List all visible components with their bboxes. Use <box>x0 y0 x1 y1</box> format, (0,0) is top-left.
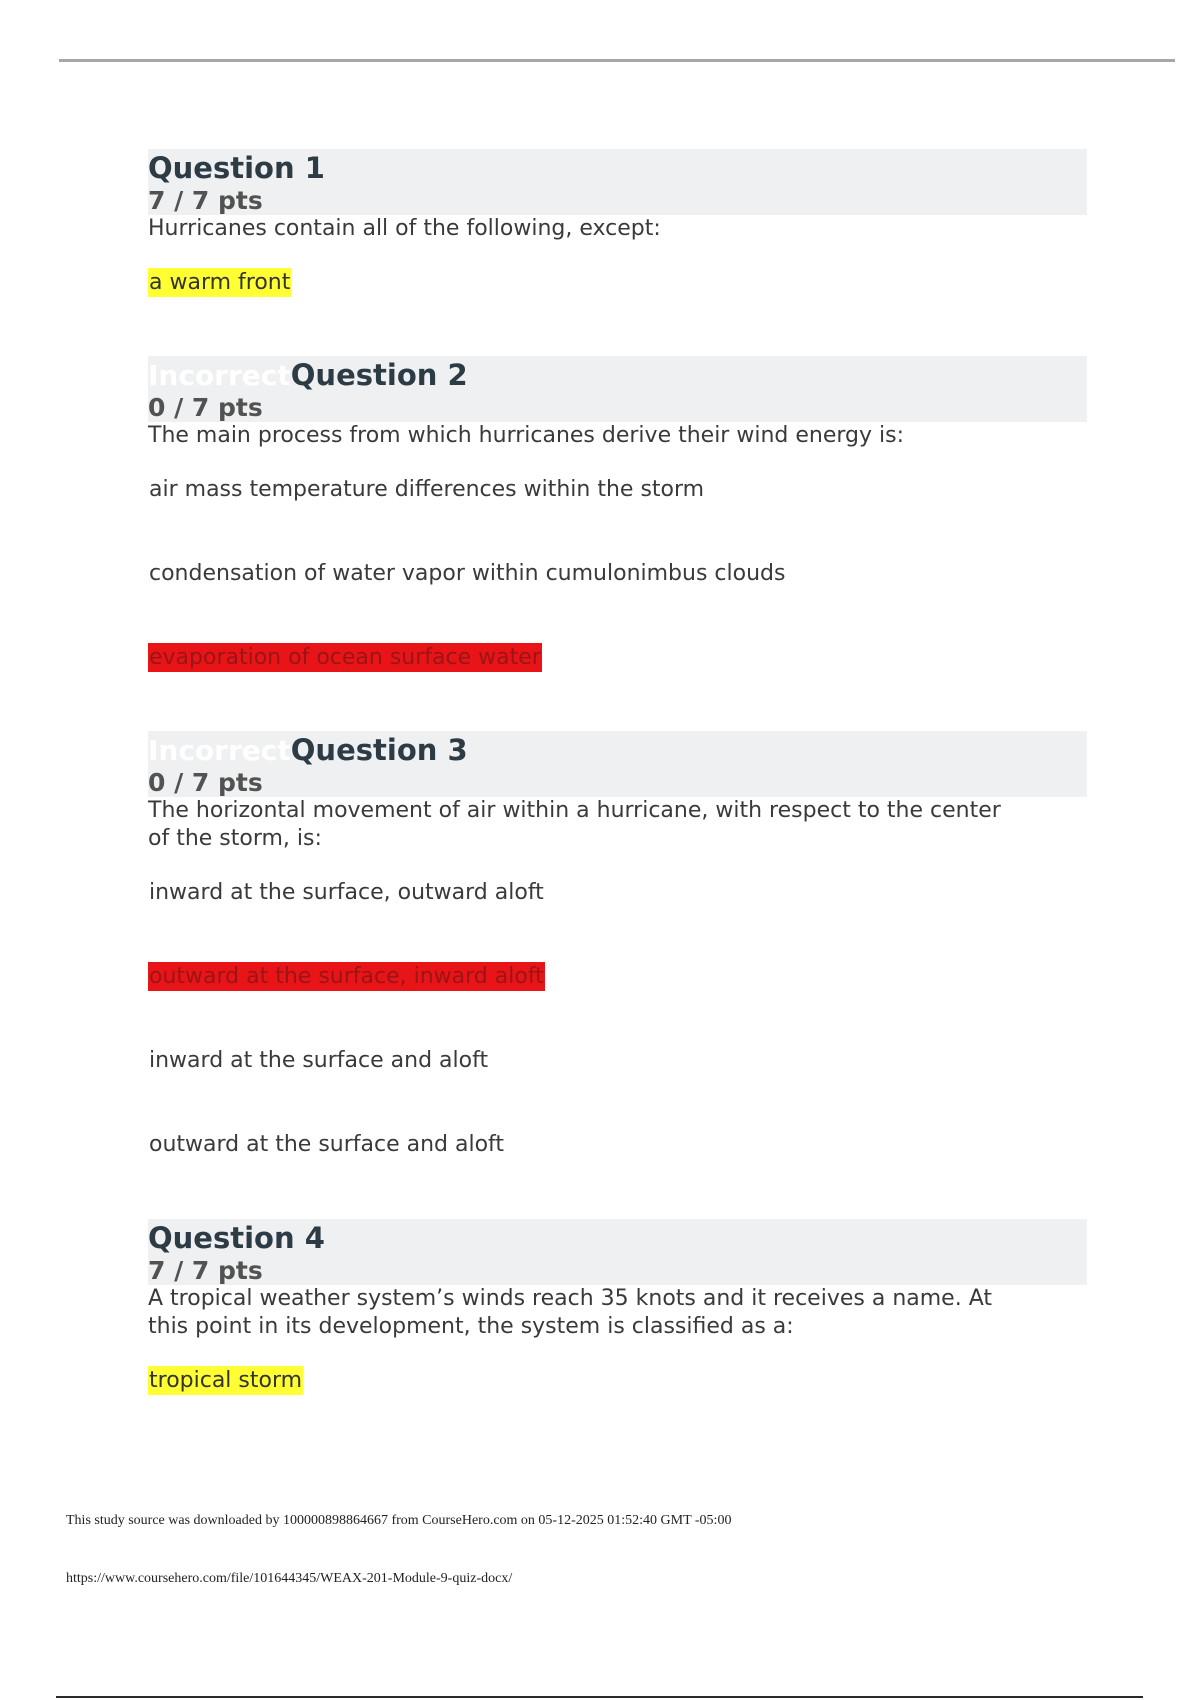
question-header <box>148 356 1087 422</box>
question-header <box>148 1219 1087 1285</box>
answer-option <box>148 963 545 991</box>
answer-option <box>148 476 705 504</box>
correct-answer-highlight: a warm front <box>149 270 291 295</box>
question-4 <box>148 1219 1087 1393</box>
answer-option <box>148 1131 505 1159</box>
question-title: Question 1 <box>148 151 325 185</box>
correct-answer-highlight: tropical storm <box>149 1368 303 1393</box>
download-source-notice: This study source was downloaded by 100000898864667 from CourseHero.com on 05-12-2025 01:52:40 GMT -05:00 <box>66 1513 732 1528</box>
top-divider <box>59 59 1175 62</box>
answer-option <box>148 1047 489 1075</box>
answer-label: air mass temperature differences within the storm <box>149 477 705 502</box>
question-3 <box>148 731 1087 1157</box>
question-text: The main process from which hurricanes derive their wind energy is: <box>148 423 904 448</box>
answer-option <box>148 560 786 588</box>
question-points: 7 / 7 pts <box>148 186 263 215</box>
source-url-link[interactable]: https://www.coursehero.com/file/101644345/WEAX-201-Module-9-quiz-docx/ <box>66 1571 513 1586</box>
incorrect-tag: Incorrect <box>148 359 291 392</box>
question-header <box>148 149 1087 215</box>
bottom-divider <box>56 1696 1143 1698</box>
answer-label: inward at the surface and aloft <box>149 1048 489 1073</box>
question-2 <box>148 356 1087 670</box>
answer-label: inward at the surface, outward aloft <box>149 880 544 905</box>
question-text-line: The horizontal movement of air within a hurricane, with respect to the center <box>148 798 1001 823</box>
question-1 <box>148 149 1087 295</box>
question-title: Question 4 <box>148 1221 325 1255</box>
question-text-line: this point in its development, the system is classified as a: <box>148 1314 794 1339</box>
question-header <box>148 731 1087 797</box>
question-title: Question 2 <box>290 358 468 392</box>
incorrect-tag: Incorrect <box>148 734 291 767</box>
answer-label: condensation of water vapor within cumulonimbus clouds <box>149 561 786 586</box>
answer-option <box>148 644 542 672</box>
question-text <box>148 797 1087 853</box>
question-text-line: of the storm, is: <box>148 826 322 851</box>
answer-option <box>148 1367 303 1395</box>
answer-option <box>148 879 545 907</box>
question-title: Question 3 <box>290 733 468 767</box>
question-points: 0 / 7 pts <box>148 768 263 797</box>
answer-option <box>148 269 291 297</box>
answer-label: outward at the surface and aloft <box>149 1132 505 1157</box>
question-text: Hurricanes contain all of the following, except: <box>148 216 661 241</box>
question-text-line: A tropical weather system’s winds reach 35 knots and it receives a name. At <box>148 1286 992 1311</box>
question-points: 7 / 7 pts <box>148 1256 263 1285</box>
selected-wrong-answer-highlight: outward at the surface, inward aloft <box>149 964 544 989</box>
selected-wrong-answer-highlight: evaporation of ocean surface water <box>149 645 541 670</box>
question-points: 0 / 7 pts <box>148 393 263 422</box>
question-text <box>148 1285 1087 1341</box>
